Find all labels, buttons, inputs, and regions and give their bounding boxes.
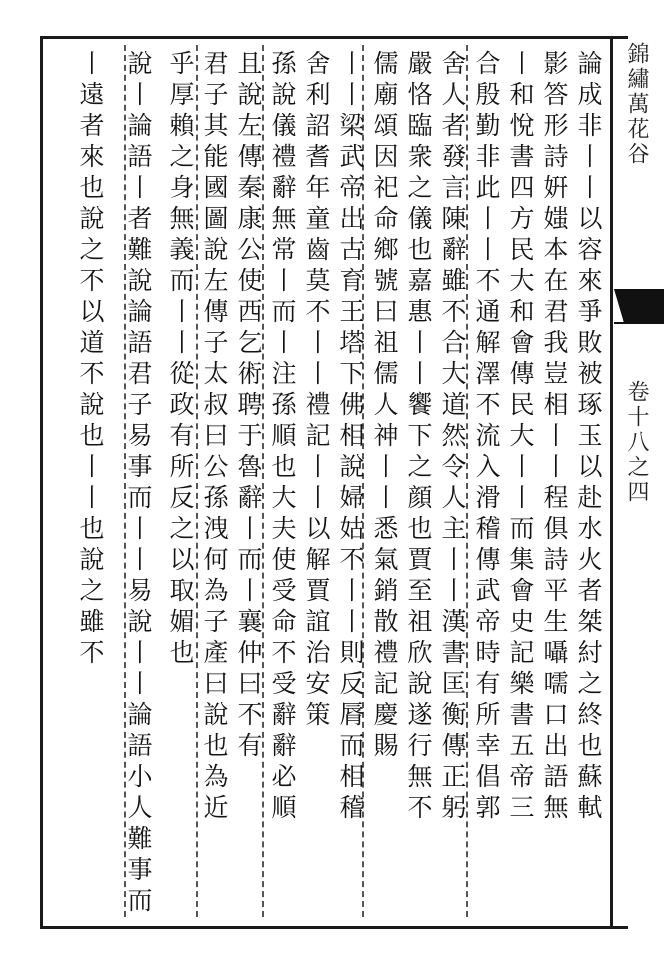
text-column-7: 儒廟頌因祀命鄉號曰祖儒人神丨丨悉氣銷散禮記慶賜 bbox=[370, 50, 399, 763]
text-column-3: 丨和悅書四方民大和會傳民大丨丨而集會史記樂書五帝三 bbox=[506, 50, 535, 825]
text-column-12: 君子其能國圖說左傳子太叔曰公孫洩何為子產曰說也為近 bbox=[200, 50, 229, 825]
text-column-1: 論成非丨丨以容來爭敗被琢玉以赴水火者桀紂之終也蘇軾 bbox=[574, 50, 603, 825]
text-column-8: 丨丨梁武帝出古育王塔下佛相說婦姑不丨丨則反脣而相稽 bbox=[336, 50, 365, 825]
text-column-13: 乎厚賴之身無義而丨丨從政有所反之以取媚也 bbox=[166, 50, 195, 670]
frame-top-border bbox=[40, 36, 628, 39]
text-column-6: 嚴恪臨衆之儀也嘉惠丨丨饗下之顔也賈至祖欣說遂行無不 bbox=[404, 50, 433, 825]
margin-volume-label: 卷十八之四 bbox=[624, 380, 649, 505]
text-column-14: 說丨論語丨者難說論語君子易事而丨丨易說丨丨論語小人難事而 bbox=[124, 50, 153, 918]
text-column-11: 且說左傳秦康公使西乞術聘于魯辭丨而丨襄仲曰不有 bbox=[234, 50, 263, 763]
text-column-10: 孫說儀禮辭無常丨而丨注孫順也大夫使受命不受辭辭必順 bbox=[268, 50, 297, 825]
frame-bottom-border bbox=[40, 926, 628, 929]
text-column-2: 影答形詩姸媸本在君我豈相丨丨程俱詩平生囁嚅口出語無 bbox=[540, 50, 569, 825]
margin-book-title: 錦繡萬花谷 bbox=[624, 42, 649, 167]
text-column-15: 丨遠者來也說之不以道不說也丨丨也說之雖不 bbox=[76, 50, 105, 670]
frame-right-border bbox=[610, 36, 613, 929]
text-column-9: 舍利詔耆年童齒莫不丨丨禮記丨丨以解賈誼治安策 bbox=[302, 50, 331, 732]
fishtail-rule bbox=[614, 322, 664, 324]
frame-left-border bbox=[40, 36, 43, 929]
text-column-5: 舍人者發言陳辭雖不合大道然令人主丨丨漢書匡衡傳正躬 bbox=[438, 50, 467, 825]
text-column-4: 合殷勤非此丨丨不通解澤不流入滑稽傳武帝時有所幸倡郭 bbox=[472, 50, 501, 825]
